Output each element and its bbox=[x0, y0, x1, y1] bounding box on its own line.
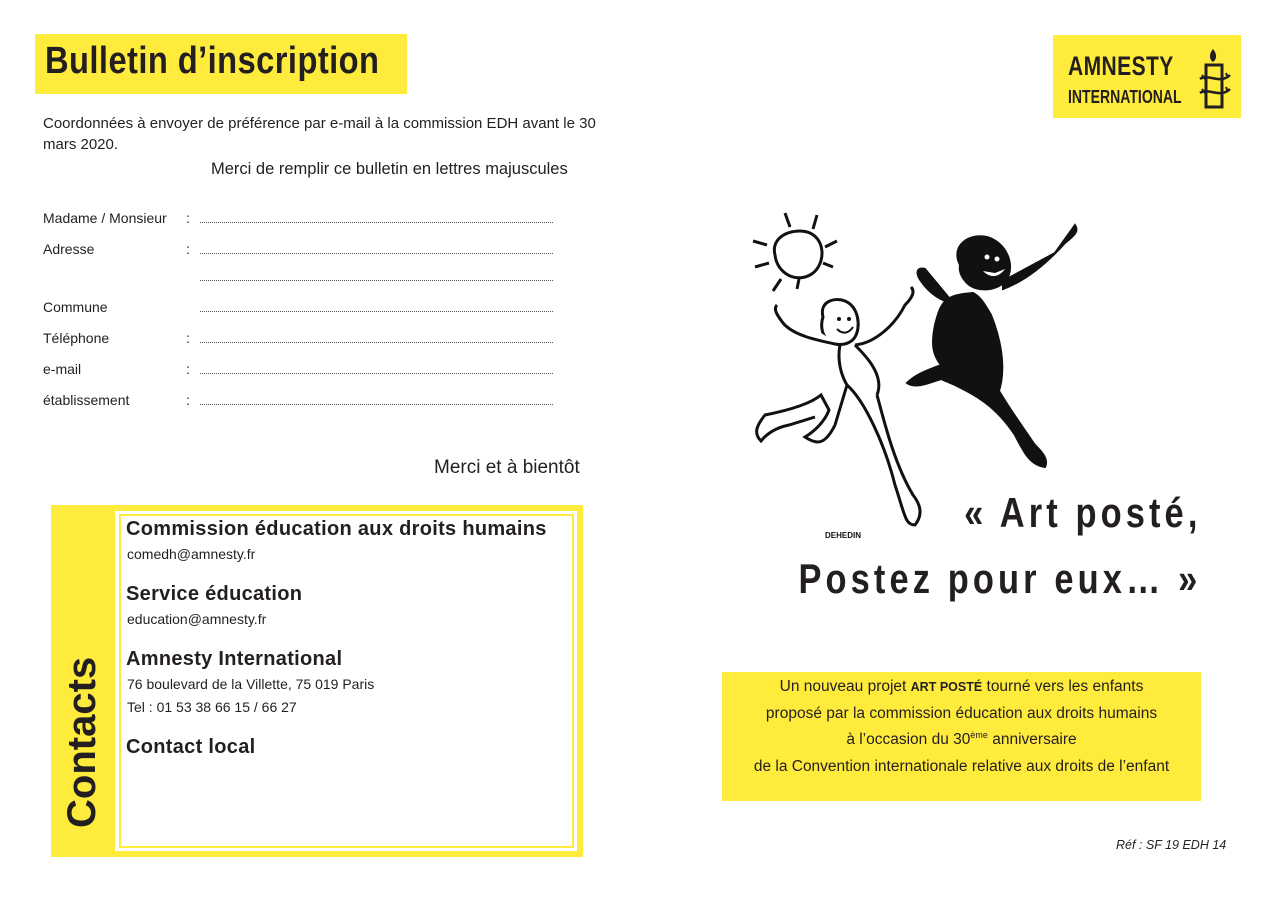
contacts-side-title: Contacts bbox=[60, 656, 104, 828]
local-contact-title: Contact local bbox=[126, 736, 256, 758]
title-banner bbox=[35, 34, 407, 94]
field-label: e-mail bbox=[43, 361, 82, 377]
project-line-1: Un nouveau projet ART POSTÉ tourné vers les enfants bbox=[779, 678, 1144, 695]
field-label: Adresse bbox=[43, 241, 95, 257]
field-dotted-line[interactable] bbox=[200, 342, 553, 343]
headline-line-2: Postez pour eux… » bbox=[798, 555, 1201, 602]
amnesty-address: 76 boulevard de la Villette, 75 019 Paris bbox=[127, 676, 375, 692]
commission-title: Commission éducation aux droits humains bbox=[126, 518, 547, 540]
field-label: Commune bbox=[43, 299, 108, 315]
reference-code: Réf : SF 19 EDH 14 bbox=[1116, 838, 1227, 852]
logo-line-2: INTERNATIONAL bbox=[1068, 87, 1182, 107]
project-line-4: de la Convention internationale relative aux droits de l’enfant bbox=[753, 757, 1170, 775]
field-colon: : bbox=[186, 210, 190, 226]
field-colon: : bbox=[186, 241, 190, 257]
amnesty-title: Amnesty International bbox=[126, 648, 343, 670]
project-line-3: à l’occasion du 30ème anniversaire bbox=[846, 729, 1077, 748]
amnesty-logo bbox=[1053, 35, 1241, 118]
intro-text: Coordonnées à envoyer de préférence par e-mail à la commission EDH avant le 30 mars 2020. bbox=[43, 115, 596, 153]
amnesty-phone: Tel : 01 53 38 66 15 / 66 27 bbox=[127, 699, 297, 715]
art-poste-bold: ART POSTÉ bbox=[910, 680, 983, 694]
field-dotted-line[interactable] bbox=[200, 222, 553, 223]
illustration-signature: DEHEDIN bbox=[825, 531, 862, 540]
page-title: Bulletin d’inscription bbox=[45, 40, 380, 82]
service-email[interactable]: education@amnesty.fr bbox=[127, 611, 267, 627]
project-description-box bbox=[722, 672, 1201, 801]
field-dotted-line[interactable] bbox=[200, 253, 553, 254]
commission-email[interactable]: comedh@amnesty.fr bbox=[127, 546, 256, 562]
field-label: établissement bbox=[43, 392, 130, 408]
service-title: Service éducation bbox=[126, 583, 303, 605]
field-dotted-line[interactable] bbox=[200, 404, 553, 405]
field-colon: : bbox=[186, 392, 190, 408]
farewell-text: Merci et à bientôt bbox=[434, 457, 580, 478]
field-dotted-line[interactable] bbox=[200, 280, 553, 281]
candle-barbed-wire-icon bbox=[1198, 45, 1234, 111]
logo-line-1: AMNESTY bbox=[1068, 51, 1174, 81]
field-label: Madame / Monsieur bbox=[43, 210, 167, 226]
field-colon: : bbox=[186, 330, 190, 346]
field-dotted-line[interactable] bbox=[200, 311, 553, 312]
sun-drawing bbox=[753, 213, 837, 291]
white-child-drawing bbox=[757, 287, 920, 525]
project-line-2: proposé par la commission éducation aux droits humains bbox=[765, 704, 1158, 722]
capitals-note: Merci de remplir ce bulletin en lettres majuscules bbox=[211, 160, 568, 178]
black-child-drawing bbox=[907, 225, 1077, 467]
headline-line-1: « Art posté, bbox=[963, 489, 1201, 536]
field-dotted-line[interactable] bbox=[200, 373, 553, 374]
field-label: Téléphone bbox=[43, 330, 110, 346]
field-colon: : bbox=[186, 361, 190, 377]
